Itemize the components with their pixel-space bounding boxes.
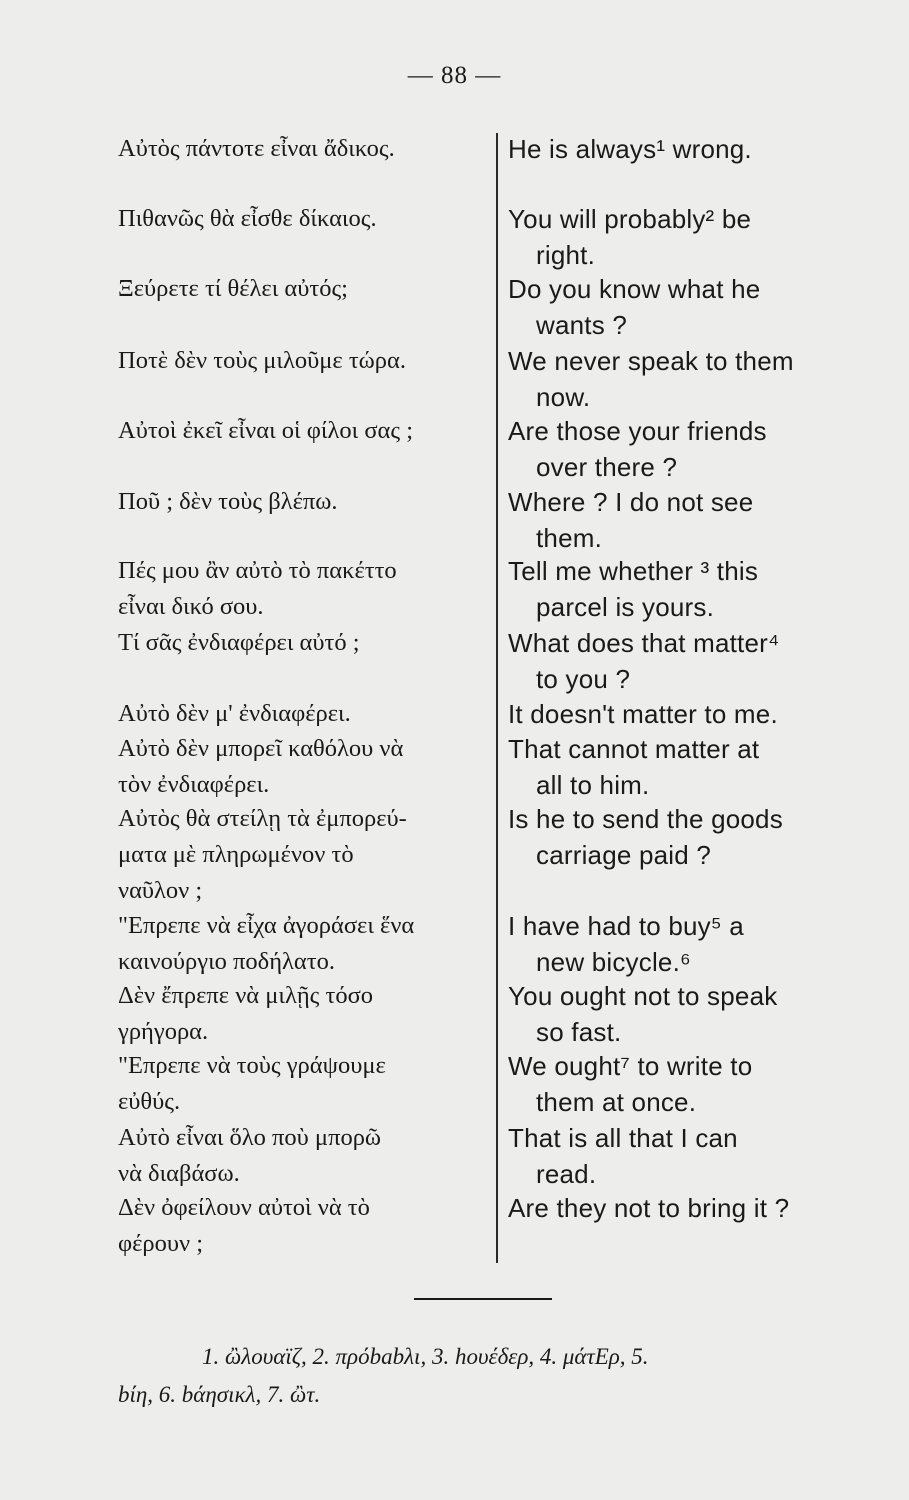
greek-line: Αὐτὸ δὲν μπορεῖ καθόλου νὰ xyxy=(118,735,404,762)
english-phrase xyxy=(508,484,826,556)
greek-line: Ποῦ ; δὲν τοὺς βλέπω. xyxy=(118,488,338,515)
english-phrase xyxy=(508,1120,826,1192)
greek-line: νὰ διαβάσω. xyxy=(118,1160,240,1187)
english-line: new bicycle.⁶ xyxy=(536,947,691,977)
footnotes xyxy=(118,1338,838,1414)
greek-line: Αὐτὸς θὰ στείλῃ τὰ ἐμπορεύ- xyxy=(118,805,407,832)
english-line: them. xyxy=(536,523,603,553)
greek-phrase xyxy=(118,413,480,449)
english-phrase xyxy=(508,978,826,1050)
english-line: them at once. xyxy=(536,1087,697,1117)
english-line: You ought not to speak xyxy=(508,981,778,1011)
footnote-rule xyxy=(414,1298,552,1300)
greek-phrase xyxy=(118,343,480,379)
greek-phrase xyxy=(118,1048,480,1120)
english-line: You will probably² be xyxy=(508,204,752,234)
page-number: — 88 — xyxy=(407,62,502,89)
english-line: parcel is yours. xyxy=(536,592,715,622)
english-line: Is he to send the goods xyxy=(508,804,783,834)
greek-line: Ξεύρετε τί θέλει αὐτός; xyxy=(118,275,348,302)
greek-line: Δὲν ὀφείλουν αὐτοὶ νὰ τὸ xyxy=(118,1194,370,1221)
english-line: Do you know what he xyxy=(508,274,761,304)
english-phrase xyxy=(508,1048,826,1120)
footnote-line-1: 1. ὢλουαϊζ, 2. πρόbabλι, 3. hουέδερ, 4. μάτEρ, 5. xyxy=(202,1344,649,1369)
column-divider xyxy=(496,133,498,1263)
english-line: carriage paid ? xyxy=(536,840,711,870)
english-line: It doesn't matter to me. xyxy=(508,699,778,729)
greek-line: Αὐτὸ εἶναι ὅλο ποὺ μπορῶ xyxy=(118,1124,382,1151)
greek-line: Αὐτὸ δὲν μ' ἐνδιαφέρει. xyxy=(118,700,351,727)
english-phrase xyxy=(508,908,826,980)
greek-phrase xyxy=(118,625,480,661)
english-line: What does that matter⁴ xyxy=(508,628,780,658)
english-line: now. xyxy=(536,382,591,412)
english-line: Where ? I do not see xyxy=(508,487,754,517)
english-phrase xyxy=(508,1190,826,1226)
english-line: wants ? xyxy=(536,310,628,340)
english-line: all to him. xyxy=(536,770,650,800)
english-line: He is always¹ wrong. xyxy=(508,134,752,164)
english-phrase xyxy=(508,731,826,803)
greek-line: Ποτὲ δὲν τοὺς μιλοῦμε τώρα. xyxy=(118,347,406,374)
english-line: That is all that I can xyxy=(508,1123,738,1153)
english-line: Are they not to bring it ? xyxy=(508,1193,790,1223)
greek-line: Πιθανῶς θὰ εἶσθε δίκαιος. xyxy=(118,205,377,232)
greek-line: ματα μὲ πληρωμένον τὸ xyxy=(118,841,354,868)
greek-phrase xyxy=(118,978,480,1050)
greek-phrase xyxy=(118,731,480,803)
english-line: That cannot matter at xyxy=(508,734,760,764)
greek-phrase xyxy=(118,553,480,625)
english-phrase xyxy=(508,343,826,415)
english-phrase xyxy=(508,696,826,732)
greek-line: εὐθύς. xyxy=(118,1088,181,1115)
english-line: Tell me whether ³ this xyxy=(508,556,759,586)
greek-phrase xyxy=(118,201,480,237)
greek-line: φέρουν ; xyxy=(118,1230,204,1257)
greek-line: εἶναι δικό σου. xyxy=(118,593,264,620)
greek-line: "Επρεπε νὰ τοὺς γράψουμε xyxy=(118,1052,386,1079)
greek-line: Δὲν ἔπρεπε νὰ μιλῇς τόσο xyxy=(118,982,374,1009)
english-phrase xyxy=(508,201,826,273)
greek-line: καινούργιο ποδήλατο. xyxy=(118,948,335,975)
greek-phrase xyxy=(118,271,480,307)
greek-line: τὸν ἐνδιαφέρει. xyxy=(118,771,270,798)
english-phrase xyxy=(508,271,826,343)
english-line: read. xyxy=(536,1159,597,1189)
english-phrase xyxy=(508,131,826,167)
english-line: so fast. xyxy=(536,1017,622,1047)
english-line: right. xyxy=(536,240,596,270)
english-phrase xyxy=(508,801,826,873)
greek-line: ναῦλον ; xyxy=(118,877,203,904)
greek-phrase xyxy=(118,131,480,167)
greek-phrase xyxy=(118,1190,480,1262)
english-line: I have had to buy⁵ a xyxy=(508,911,744,941)
english-phrase xyxy=(508,553,826,625)
greek-line: Αὐτοὶ ἐκεῖ εἶναι οἱ φίλοι σας ; xyxy=(118,417,414,444)
greek-phrase xyxy=(118,1120,480,1192)
english-line: over there ? xyxy=(536,452,678,482)
footnote-line-2: bίη, 6. bάησικλ, 7. ὢτ. xyxy=(118,1382,321,1407)
greek-line: Τί σᾶς ἐνδιαφέρει αὐτό ; xyxy=(118,629,360,656)
greek-line: Πές μου ἂν αὐτὸ τὸ πακέττο xyxy=(118,557,397,584)
greek-phrase xyxy=(118,908,480,980)
greek-phrase xyxy=(118,801,480,909)
greek-line: γρήγορα. xyxy=(118,1018,209,1045)
english-line: We never speak to them xyxy=(508,346,794,376)
greek-phrase xyxy=(118,484,480,520)
english-phrase xyxy=(508,413,826,485)
english-line: We ought⁷ to write to xyxy=(508,1051,753,1081)
greek-line: Αὐτὸς πάντοτε εἶναι ἄδικος. xyxy=(118,135,395,162)
english-line: to you ? xyxy=(536,664,631,694)
greek-line: "Επρεπε νὰ εἶχα ἀγοράσει ἕνα xyxy=(118,912,415,939)
english-phrase xyxy=(508,625,826,697)
greek-phrase xyxy=(118,696,480,732)
english-line: Are those your friends xyxy=(508,416,767,446)
